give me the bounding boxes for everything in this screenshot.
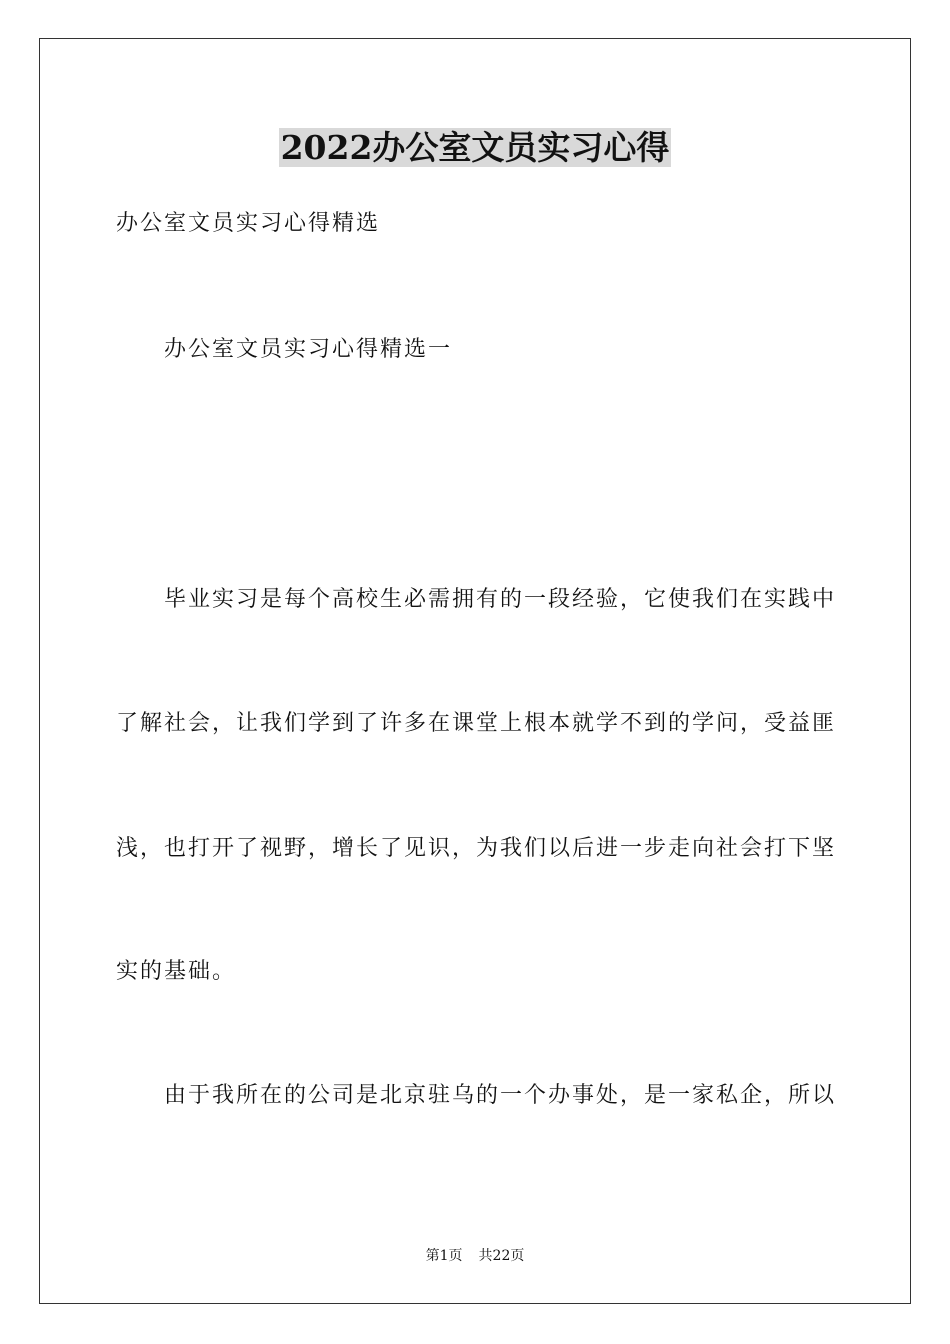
page-number: 第1页 [425,1248,463,1264]
paragraph-line: 实的基础。 [116,959,237,984]
page-footer [0,1246,950,1266]
paragraph-line: 了解社会，让我们学到了许多在课堂上根本就学不到的学问，受益匪 [116,711,837,736]
section-heading: 办公室文员实习心得精选一 [164,337,453,362]
document-title [0,126,950,170]
document-subtitle: 办公室文员实习心得精选 [116,211,381,236]
paragraph-line: 毕业实习是每个高校生必需拥有的一段经验，它使我们在实践中 [164,587,837,612]
document-title-text: 2022办公室文员实习心得 [280,128,670,167]
paragraph-line: 浅，也打开了视野，增长了见识，为我们以后进一步走向社会打下坚 [116,836,837,861]
paragraph-line: 由于我所在的公司是北京驻乌的一个办事处，是一家私企，所以 [164,1083,837,1108]
total-pages: 共22页 [478,1248,525,1264]
